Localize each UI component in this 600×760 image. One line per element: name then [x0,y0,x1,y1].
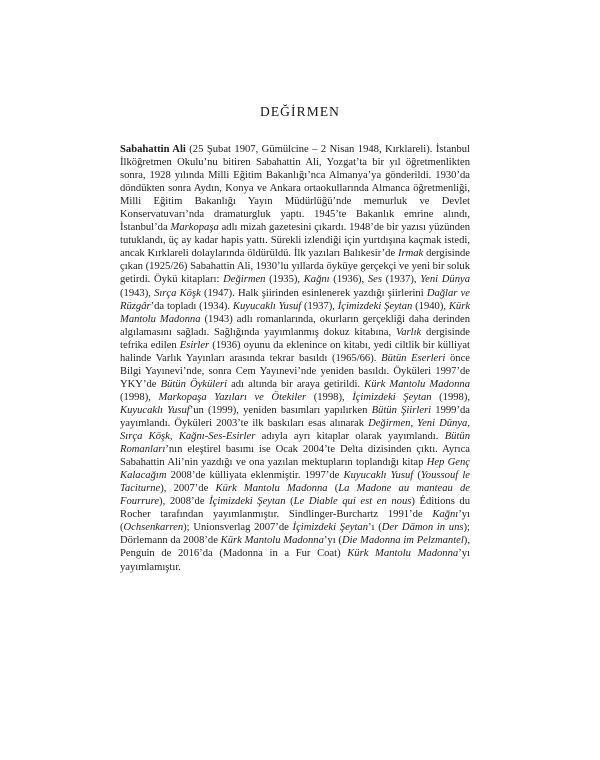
body-text: (1947). Halk şiirinden esinlenerek yazdığı şiirlerini [200,287,427,299]
work-title: Dağlar ve Rüzgâr [120,287,470,312]
work-title: İçimizdeki Şeytan [209,496,286,508]
work-title: Bütün Öyküleri [160,378,228,390]
work-title: Kürk Mantolu Madonna [220,535,324,547]
body-text: ), 2008’de [159,496,210,508]
work-title: Sırça Köşk [154,287,201,299]
body-text: ’nın eleştirel basımı ise Ocak 2004’te Delta dizisinden çıktı. Ayrıca Sabahattin Ali’nin yazdığı ve ona yazılan mektupların toplandığı kitap [120,444,470,469]
body-text: (1998), [306,391,353,403]
body-text: 1999’da yayımlandı. Öyküleri 2003’te ilk baskıları esas alınarak [120,404,470,429]
work-title: Kürk Mantolu Madonna [364,378,470,390]
body-text: (1937), [381,274,421,286]
body-text: (1936), [329,274,368,286]
work-title: Irmak [397,248,424,260]
work-title: Kuyucaklı Yusuf [232,300,302,312]
author-biography-paragraph [120,143,470,574]
body-text: ( [327,483,339,495]
body-text: (25 Şubat 1907, Gümülcine – 2 Nisan 1948, Kırklareli). İstanbul İlköğretmen Okulu’nu bitiren Sabahattin Ali, Yozgat’ta bir yıl öğretmenlikten sonra, 1928 yılında Milli Eğitim Bakanlığı’nca Almanya’ya gönderildi. 1930’da döndükten sonra Aydın, Konya ve Ankara ortaokullarında Almanca öğretmenliği, Milli Eğitim Bakanlığı Yayın Müdürlüğü’nde memurluk ve Devlet Konservatuvarı’nda dramaturgluk yaptı. 1945’te Bakanlık emrine alındı, İstanbul’da [120,144,470,234]
body-text: (1943), [120,287,155,299]
work-title: Ses [367,274,382,286]
body-text: (1935), [265,274,304,286]
page-title: DEĞİRMEN [259,104,341,120]
work-title: Markopaşa Yazıları ve Ötekiler [158,391,307,403]
body-text: ’yı ( [323,535,342,547]
body-text: ( [285,496,294,508]
work-title: İçimizdeki Şeytan [292,522,369,534]
body-text: adlı mizah gazetesini çıkardı. 1948’de bir yazısı yüzünden tutuklandı, üç ay kadar hapis yattı. Sürekli izlendiği için yurtdışına kaçmak istedi, ancak Kırklareli dolaylarında öldürüldü. İlk yazıları Balıkesir’de [120,222,470,260]
work-title: Kağnı [432,509,459,521]
work-title: Bütün Şiirleri [371,404,432,416]
body-text: (1998), [120,391,159,403]
work-title: Die Madonna im Pelzmantel [341,535,464,547]
body-text: ’un (1999), yeniden basımları yapılırken [189,404,372,416]
work-title: Markopaşa [170,222,219,234]
body-text: önce Bilgi Yayınevi’nde, sonra Cem Yayınevi’nde yeniden basıldı. Öyküleri 1997’de YKY’de [120,352,470,390]
body-text: dergisinde çıkan (1925/26) Sabahattin Ali, 1930’lu yıllarda öyküye gerçekçi ve yeni bir soluk getirdi. Öykü kitapları: [120,248,470,286]
author-name: Sabahattin Ali [120,144,186,155]
work-title: Yeni Dünya [420,274,470,286]
body-text: ), 2007’de [160,483,216,495]
body-text: adıyla ayrı kitaplar olarak yayımlandı. [255,431,445,443]
body-text: ); Unionsverlag 2007’de [183,522,293,534]
work-title: Kürk Mantolu Madonna [347,548,459,560]
work-title: Değirmen [223,274,266,286]
work-title: Kürk Mantolu Madonna [215,483,328,495]
body-text-column [120,143,470,574]
body-text: ( [413,470,421,482]
work-title: Ochsenkarren [123,522,184,534]
work-title: İçimizdeki Şeytan [352,391,432,403]
work-title: Kuyucaklı Yusuf [120,404,190,416]
work-title: Esirler [179,339,210,351]
work-title: La Madone au manteau de Fourrure [120,483,470,508]
work-title: Hep Genç Kalacağım [120,457,470,482]
work-title: Değirmen, Yeni Dünya, Sırça Köşk, Kağnı-Ses-Esirler [120,417,470,443]
body-text: ’ı ( [368,522,382,534]
body-text: ’yı yayımlamıştır. [120,548,470,573]
body-text: (1943) adlı romanlarında, okurların gerçekliği daha derinden algılamasını sağladı. Sağlığında yayımlanmış dokuz kitabına, [120,313,470,338]
work-title: İçimizdeki Şeytan [337,300,413,312]
body-text: (1940), [412,300,449,312]
body-text: dergisinde tefrika edilen [120,326,470,351]
body-text: (1936) oyunu da eklenince on kitabı, yedi ciltlik bir külliyat halinde Varlık Yayınları arasında tekrar basıldı (1965/66). [120,339,470,364]
work-title: Bütün Eserleri [381,352,446,364]
body-text: ); Dörlemann da 2008’de [120,522,470,547]
work-title: Bütün Romanları [120,431,470,456]
body-text: adı altında bir araya getirildi. [227,378,365,390]
body-text: (1937), [301,300,338,312]
work-title: Le Diable qui est en nous [293,496,412,508]
work-title: Kuyucaklı Yusuf [343,470,414,482]
body-text: ’da topladı (1934). [150,300,233,312]
work-title: Youssouf le Taciturne [120,470,470,495]
work-title: Kağnı [303,274,330,286]
body-text: ) Éditions du Rocher tarafından yayımlanmıştır. Sindlinger-Burchartz 1991’de [120,496,471,521]
body-text: (1998), [431,391,471,403]
work-title: Kürk Mantolu Madonna [120,300,471,325]
body-text: ’yı ( [120,509,470,534]
body-text: ), Penguin de 2016’da (Madonna in a Fur Coat) [120,535,470,560]
body-text: 2008’de külliyata eklenmiştir. 1997’de [166,470,344,482]
work-title: Varlık [395,326,422,338]
work-title: Der Dämon in uns [381,522,464,534]
